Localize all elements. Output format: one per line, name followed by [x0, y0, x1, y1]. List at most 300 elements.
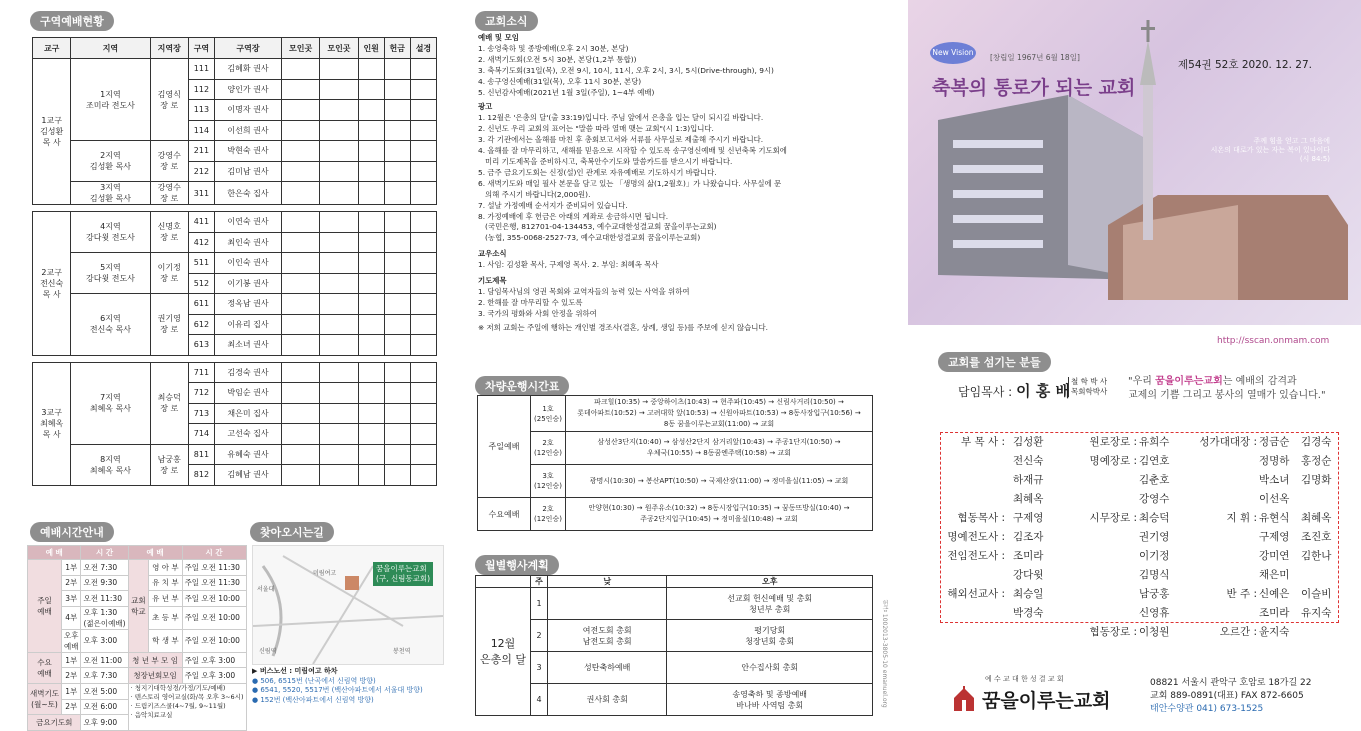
staff-entry: 박소녀: [1259, 474, 1290, 486]
unit-number: 612: [188, 314, 214, 335]
unit-leader: 이기봉 권사: [215, 273, 282, 294]
service-time: 오전 11:00: [81, 652, 128, 668]
staff-entry: 최승일: [1013, 588, 1044, 600]
vehicle-number: 2호 (12인승): [531, 432, 566, 465]
empty-cell: [358, 120, 384, 141]
staff-entry: 신영휴: [1139, 607, 1170, 619]
staff-entry: 강미연: [1259, 550, 1290, 562]
meeting-name: 청 년 부 모 임: [128, 652, 182, 668]
staff-entry: [1189, 528, 1257, 547]
service-time: 오후 9:00: [81, 715, 128, 731]
prayer-item: 2. 한해를 잘 마무리할 수 있도록: [478, 297, 583, 307]
empty-cell: [281, 232, 319, 253]
dept-name: 유 치 부: [149, 575, 182, 591]
staff-entry: 채은미: [1259, 569, 1290, 581]
unit-number: 212: [188, 161, 214, 182]
unit-number: 714: [188, 424, 214, 445]
vehicle-number: 3호 (12인승): [531, 465, 566, 498]
unit-leader: 양인가 권사: [215, 79, 282, 100]
district-header: 구역: [188, 38, 214, 59]
worship-items: [478, 44, 878, 99]
worship-item: 3. 축복기도회(31일(목), 오전 9시, 10시, 11시, 오후 2시, 3시, 5시(Drive-through), 9시): [478, 65, 774, 75]
region-cell: 2지역 김성환 목사: [71, 141, 150, 182]
region-cell: 7지역 최혜옥 목사: [71, 362, 150, 444]
region-cell: 1지역 조미라 전도사: [71, 59, 150, 141]
district-row: [33, 253, 437, 274]
vehicle-row: [478, 396, 873, 432]
afternoon-event: 송영축하 및 종방예배 바나바 사역팀 총회: [667, 684, 873, 716]
dept-name: 유 년 부: [149, 591, 182, 607]
empty-cell: [320, 383, 358, 404]
empty-cell: [320, 79, 358, 100]
week-number: 4: [531, 684, 548, 716]
dept-time: 주일 오후 3:00: [182, 652, 246, 668]
service-part: 2부: [61, 699, 81, 715]
staff-entry: 정명하: [1259, 455, 1290, 467]
vehicle-row: [478, 432, 873, 465]
unit-leader: 정옥남 권사: [215, 294, 282, 315]
parish-cell: 3교구 최혜옥 목 사: [33, 362, 71, 485]
staff-entry: [943, 452, 1005, 471]
empty-cell: [320, 294, 358, 315]
empty-cell: [384, 100, 410, 121]
empty-cell: [384, 141, 410, 162]
pastor: 담임목사 : 이 홍 배: [958, 382, 1070, 400]
day-event: 성탄축하예배: [548, 652, 667, 684]
empty-cell: [320, 253, 358, 274]
staff-entry: 최혜옥: [1013, 493, 1044, 505]
unit-leader: 김미남 권사: [215, 161, 282, 182]
notice-item: 5. 금주 금요기도회는 신정(설)인 관계로 자유예배로 기도하시기 바랍니다.: [478, 167, 717, 177]
map-title: 찾아오시는길: [250, 522, 334, 542]
dept-time: 주일 오전 11:30: [182, 560, 246, 576]
unit-number: 713: [188, 403, 214, 424]
staff-names-3: [1259, 433, 1289, 642]
worship-item: 2. 새벽기도회(오전 5시 30분, 본당(1,2부 통합)): [478, 54, 637, 64]
leader-cell: 강영수 장 로: [150, 182, 188, 205]
unit-leader: 박임순 권사: [215, 383, 282, 404]
unit-number: 611: [188, 294, 214, 315]
empty-cell: [281, 362, 319, 383]
empty-cell: [320, 424, 358, 445]
staff-entry: 명예장로 :: [1089, 455, 1137, 467]
empty-cell: [410, 383, 436, 404]
empty-cell: [384, 273, 410, 294]
unit-number: 812: [188, 465, 214, 486]
week-number: 2: [531, 620, 548, 652]
parish-cell: 2교구 전신숙 목 사: [33, 212, 71, 356]
empty-cell: [384, 383, 410, 404]
staff-entry: 이선옥: [1259, 493, 1290, 505]
empty-cell: [320, 120, 358, 141]
district-header: 설경: [410, 38, 436, 59]
monthly-row: [476, 588, 873, 620]
staff-names-1: [1013, 433, 1043, 623]
staff-entry: 홍정순: [1301, 455, 1332, 467]
notice-item: 1. 12월은 '은총의 달'(출 33:19)입니다. 주님 앞에서 은총을 입는 달이 되시길 바랍니다.: [478, 113, 764, 123]
school-name: 교회 학교: [128, 560, 149, 653]
service-name: 주일 예배: [28, 560, 62, 653]
staff-entry: 김경숙: [1301, 436, 1332, 448]
worship-header: 시 간: [182, 546, 246, 560]
notice-item: (농협, 355-0068-2527-73, 예수교대한성결교회 꿈을이루는교회): [478, 233, 701, 243]
empty-cell: [281, 314, 319, 335]
staff-entry: [1067, 566, 1137, 585]
staff-entry: 하재규: [1013, 474, 1044, 486]
district-row: [33, 362, 437, 383]
staff-entry: 명예전도사 :: [947, 531, 1005, 543]
empty-cell: [281, 100, 319, 121]
empty-cell: [320, 182, 358, 205]
day-event: 여전도회 총회 남전도회 총회: [548, 620, 667, 652]
service-name: 수요 예배: [28, 652, 62, 683]
empty-cell: [410, 100, 436, 121]
monthly-row: [476, 620, 873, 652]
staff-entry: [1189, 490, 1257, 509]
staff-entry: 반 주 :: [1226, 588, 1257, 600]
empty-cell: [384, 212, 410, 233]
worship-row: [28, 560, 247, 576]
member-item: 1. 사임: 김성환 목사, 구제영 목사. 2. 부임: 최혜옥 목사: [478, 260, 659, 270]
notice-item: (국민은행, 812701-04-134453, 예수교대한성결교회 꿈을이루는교회): [478, 222, 717, 232]
region-cell: 5지역 강다윗 전도사: [71, 253, 150, 294]
staff-entry: 이슬비: [1301, 588, 1332, 600]
service-part: 1부: [61, 652, 81, 668]
pastor-degree: 철 학 박 사 목회학박사: [1068, 377, 1107, 397]
unit-leader: 김경숙 권사: [215, 362, 282, 383]
region-cell: 8지역 최혜옥 목사: [71, 444, 150, 485]
empty-cell: [358, 79, 384, 100]
staff-entry: 최혜옥: [1301, 512, 1332, 524]
staff-entry: [1189, 566, 1257, 585]
monthly-table: [475, 575, 873, 716]
unit-number: 412: [188, 232, 214, 253]
empty-cell: [281, 335, 319, 356]
map-label: 서울대: [257, 586, 275, 593]
district-header: 모인곳: [281, 38, 319, 59]
empty-cell: [358, 212, 384, 233]
empty-cell: [358, 383, 384, 404]
week-number: 3: [531, 652, 548, 684]
staff-entry: 강영수: [1139, 493, 1170, 505]
headline: 축복의 통로가 되는 교회: [932, 77, 1136, 99]
empty-cell: [410, 182, 436, 205]
founded-date: [창립일 1967년 6월 18일]: [990, 53, 1080, 62]
church-logo-icon: [952, 686, 976, 712]
empty-cell: [410, 314, 436, 335]
dept-time: 주일 오전 10:00: [182, 606, 246, 629]
empty-cell: [281, 383, 319, 404]
staff-entry: [1067, 585, 1137, 604]
spacer-row: [33, 205, 437, 212]
day-event: 권사회 총회: [548, 684, 667, 716]
meeting-name: 청장년회모임: [128, 668, 182, 684]
empty-cell: [281, 465, 319, 486]
empty-cell: [410, 161, 436, 182]
servants-title: 교회를 섬기는 분들: [938, 352, 1051, 372]
service-part: 1부: [61, 560, 81, 576]
vehicle-table: [477, 395, 873, 531]
staff-entry: 김한나: [1301, 550, 1332, 562]
church-name: 꿈을이루는교회: [982, 690, 1111, 712]
staff-entry: 지 휘 :: [1226, 512, 1257, 524]
empty-cell: [358, 403, 384, 424]
member-items: [478, 260, 878, 271]
news-body: 예배 및 모임 1. 송영축하 및 종방예배(오후 2시 30분, 본당) 2. 새벽기도회(오전 5시 30분, 본당(1,2부 통합)) 3. 축복기도회(31일(목), 오전 9시, 10시, 11시, 오후 2시, 3시, 5시(Drive-through), 9시) 4. 송구영신예배(31일(목), 오후 11시 30분, 본당) 5. 신년감사예배(2021년 1월 3일(주일), 1~4부 예배) 광고 1. 12월은 '은총의 달'(출 33:19)입니다. 주님 앞에서 은총을 입는 달이 되시길 바랍니다. 2. 신년도 우리 교회의 표어는 "말씀 따라 열매 맺는 교회"(시 1:3)입니다. 3. 각 기관에서는 올해를 마친 후 총회보고서와 서류를 사무실로 제출해 주시기 바랍니다. 4. 올해를 잘 마무리하고, 새해를 믿음으로 시작할 수 있도록 송구영신예배 및 신년축복 기도회에 미리 기도제목을 준비하시고, 축복안수기도와 말씀카드를 받으시기 바랍니다. 5. 금주 금요기도회는 신정(설)인 관계로 자유예배로 기도하시기 바랍니다. 6. 새벽기도와 매일 필사 본문을 담고 있는 「생명의 삶(1,2월호)」가 나왔습니다. 사무실에 문 의해 주시기 바랍니다(2,000원). 7. 설날 가정예배 순서지가 준비되어 있습니다. 8. 가정예배에 후 헌금은 아래의 계좌로 송금하시면 됩니다. (국민은행, 812701-04-134453, 예수교대한성결교회 꿈을이루는교회) (농협, 355-0068-2527-73, 예수교대한성결교회 꿈을이루는교회) 교우소식 1. 사임: 김성환 목사, 구제영 목사. 2. 부임: 최혜옥 목사 기도제목 1. 담임목사님의 영권 목회와 교역자들의 능력 있는 사역을 위하여 2. 한해를 잘 마무리할 수 있도록 3. 국가의 평화와 사회 안정을 위하여 ※ 저희 교회는 주일에 행하는 개인별 경조사(결혼, 상례, 생일 등)를 주보에 싣지 않습니다.: [478, 33, 878, 334]
unit-leader: 이선희 권사: [215, 120, 282, 141]
empty-cell: [320, 141, 358, 162]
empty-cell: [410, 79, 436, 100]
notice-item: 4. 올해를 잘 마무리하고, 새해를 믿음으로 시작할 수 있도록 송구영신예배 및 신년축복 기도회에: [478, 146, 787, 156]
worship-item: 1. 송영축하 및 종방예배(오후 2시 30분, 본당): [478, 43, 629, 53]
empty-cell: [410, 294, 436, 315]
staff-entry: 조미라: [1013, 550, 1044, 562]
service-time: 오전 9:30: [81, 575, 128, 591]
unit-leader: 이명자 권사: [215, 100, 282, 121]
empty-cell: [358, 59, 384, 80]
side-text: 헌금 1002013-3805-10 emanuel.org: [881, 600, 888, 708]
worship-header: 예 배: [128, 546, 182, 560]
monthly-row: [476, 684, 873, 716]
empty-cell: [281, 79, 319, 100]
staff-entry: 해외선교사 :: [947, 588, 1005, 600]
empty-cell: [320, 362, 358, 383]
unit-number: 111: [188, 59, 214, 80]
unit-leader: 최소녀 권사: [215, 335, 282, 356]
unit-number: 711: [188, 362, 214, 383]
map-label: 봉천역: [393, 648, 411, 655]
empty-cell: [384, 59, 410, 80]
empty-cell: [320, 212, 358, 233]
staff-entry: 김연호: [1139, 455, 1170, 467]
dept-time: 주일 오전 10:00: [182, 591, 246, 607]
staff-entry: [1067, 547, 1137, 566]
staff-entry: [1067, 490, 1137, 509]
district-title: 구역예배현황: [30, 11, 114, 31]
staff-entry: 김명화: [1301, 474, 1332, 486]
service-name: 새벽기도 (월~토): [28, 683, 62, 714]
staff-entry: 김성환: [1013, 436, 1044, 448]
monthly-header: [476, 576, 531, 588]
service-part: 2부: [61, 668, 81, 684]
empty-cell: [384, 182, 410, 205]
notice-item: 의해 주시기 바랍니다(2,000원).: [478, 189, 591, 199]
district-header: 지역: [71, 38, 150, 59]
prayer-item: 3. 국가의 평화와 사회 안정을 위하여: [478, 308, 597, 318]
vehicle-number: 2호 (12인승): [531, 498, 566, 531]
map-label: 신림역: [259, 648, 277, 655]
empty-cell: [320, 444, 358, 465]
unit-leader: 최인숙 권사: [215, 232, 282, 253]
prayer-item: 1. 담임목사님의 영권 목회와 교역자들의 능력 있는 사역을 위하여: [478, 286, 690, 296]
dept-time: 주일 오전 11:30: [182, 575, 246, 591]
unit-number: 411: [188, 212, 214, 233]
region-cell: 4지역 강다윗 전도사: [71, 212, 150, 253]
staff-entry: 전임전도사 :: [947, 550, 1005, 562]
staff-entry: 이기정: [1139, 550, 1170, 562]
prayer-items: [478, 287, 878, 320]
empty-cell: [320, 273, 358, 294]
unit-number: 511: [188, 253, 214, 274]
empty-cell: [358, 465, 384, 486]
staff-entry: 부 목 사 :: [961, 436, 1005, 448]
leader-cell: 권기영 장 로: [150, 294, 188, 356]
empty-cell: [358, 294, 384, 315]
contact-info: 08821 서울시 관악구 호암로 18가길 22 교회 889-0891(대표) FAX 872-6605 태안수양관 041) 673-1525: [1150, 678, 1312, 714]
district-row: [33, 212, 437, 233]
staff-entry: 전신숙: [1013, 455, 1044, 467]
dept-time: 주일 오전 10:00: [182, 629, 246, 652]
staff-entry: [943, 471, 1005, 490]
monthly-row: [476, 652, 873, 684]
empty-cell: [320, 403, 358, 424]
empty-cell: [358, 141, 384, 162]
empty-cell: [384, 314, 410, 335]
empty-cell: [320, 335, 358, 356]
empty-cell: [410, 403, 436, 424]
service-time: 오전 6:00: [81, 699, 128, 715]
service-part: 4부: [61, 606, 81, 629]
staff-names-2: [1139, 433, 1169, 642]
empty-cell: [410, 444, 436, 465]
empty-cell: [281, 403, 319, 424]
empty-cell: [281, 253, 319, 274]
empty-cell: [384, 120, 410, 141]
staff-entry: [1301, 566, 1331, 585]
empty-cell: [358, 253, 384, 274]
afternoon-event: 선교회 헌신예배 및 총회 청년부 총회: [667, 588, 873, 620]
empty-cell: [384, 362, 410, 383]
empty-cell: [281, 444, 319, 465]
staff-entry: [1189, 452, 1257, 471]
leader-cell: 이기정 장 로: [150, 253, 188, 294]
map-church-label: 꿈을이루는교회 (구, 신림동교회): [373, 562, 433, 586]
map: [252, 545, 444, 665]
empty-cell: [384, 232, 410, 253]
empty-cell: [410, 120, 436, 141]
staff-entry: 조미라: [1259, 607, 1290, 619]
empty-cell: [410, 232, 436, 253]
empty-cell: [320, 232, 358, 253]
dept-name: 초 등 부: [149, 606, 182, 629]
service-time: 오전 5:00: [81, 683, 128, 699]
district-header: 헌금: [384, 38, 410, 59]
staff-entry: 신예은: [1259, 588, 1290, 600]
service-part: 1부: [61, 683, 81, 699]
empty-cell: [384, 424, 410, 445]
footnote: ※ 저희 교회는 주일에 행하는 개인별 경조사(결혼, 상례, 생일 등)를 주보에 싣지 않습니다.: [478, 322, 768, 332]
service-part: 2부: [61, 575, 81, 591]
staff-names-4: [1301, 433, 1331, 623]
dept-name: 학 생 부: [149, 629, 182, 652]
empty-cell: [384, 161, 410, 182]
staff-entry: 권기영: [1139, 531, 1170, 543]
district-header: 모인곳: [320, 38, 358, 59]
vehicle-row: [478, 498, 873, 531]
map-label: 미림여고: [313, 570, 337, 577]
empty-cell: [384, 335, 410, 356]
worship-title: 예배시간안내: [30, 522, 114, 542]
unit-number: 114: [188, 120, 214, 141]
empty-cell: [384, 253, 410, 274]
district-header: 인원: [358, 38, 384, 59]
empty-cell: [281, 120, 319, 141]
dept-name: 영 아 부: [149, 560, 182, 576]
district-row: [33, 444, 437, 465]
unit-leader: 이유리 집사: [215, 314, 282, 335]
empty-cell: [358, 100, 384, 121]
empty-cell: [320, 100, 358, 121]
notice-item: 미리 기도제목을 준비하시고, 축복안수기도와 말씀카드를 받으시기 바랍니다.: [478, 156, 733, 166]
notice-items: [478, 113, 878, 244]
empty-cell: [410, 424, 436, 445]
service-time: 오후 7:30: [81, 668, 128, 684]
staff-music-roles: [1189, 433, 1257, 642]
staff-entry: [1301, 490, 1331, 509]
staff-entry: [1189, 547, 1257, 566]
leader-cell: 최승덕 장 로: [150, 362, 188, 444]
vehicle-service: 수요예배: [478, 498, 531, 531]
empty-cell: [358, 232, 384, 253]
empty-cell: [281, 212, 319, 233]
district-row: [33, 59, 437, 80]
empty-cell: [358, 182, 384, 205]
staff-list: [940, 432, 1339, 638]
unit-number: 311: [188, 182, 214, 205]
staff-entry: 구제영: [1013, 512, 1044, 524]
service-time: 오후 3:00: [81, 629, 128, 652]
empty-cell: [281, 161, 319, 182]
empty-cell: [410, 465, 436, 486]
leader-cell: 신명호 장 로: [150, 212, 188, 253]
monthly-month: 12월 은총의 달: [476, 588, 531, 716]
worship-header: 시 간: [81, 546, 128, 560]
unit-leader: 유혜숙 권사: [215, 444, 282, 465]
district-table: [32, 37, 437, 486]
empty-cell: [358, 314, 384, 335]
monthly-header: 주: [531, 576, 548, 588]
empty-cell: [320, 465, 358, 486]
worship-header: 예 배: [28, 546, 81, 560]
staff-entry: 김춘호: [1139, 474, 1170, 486]
staff-entry: 오르간 :: [1219, 626, 1257, 638]
unit-leader: 이연숙 권사: [215, 212, 282, 233]
district-header: 교구: [33, 38, 71, 59]
leader-cell: 김영식 장 로: [150, 59, 188, 141]
staff-entry: 협동목사 :: [957, 512, 1005, 524]
worship-item: 5. 신년감사예배(2021년 1월 3일(주일), 1~4부 예배): [478, 87, 655, 97]
staff-entry: 윤지숙: [1259, 626, 1290, 638]
staff-entry: 협동장로 :: [1089, 626, 1137, 638]
worship-row: [28, 652, 247, 668]
empty-cell: [384, 294, 410, 315]
empty-cell: [410, 335, 436, 356]
staff-entry: [943, 566, 1005, 585]
empty-cell: [281, 294, 319, 315]
unit-leader: 고선숙 집사: [215, 424, 282, 445]
unit-number: 712: [188, 383, 214, 404]
district-row: [33, 294, 437, 315]
issue-number: 제54권 52호 2020. 12. 27.: [1178, 59, 1312, 71]
empty-cell: [320, 314, 358, 335]
unit-leader: 채은미 집사: [215, 403, 282, 424]
staff-entry: 유현식: [1259, 512, 1290, 524]
unit-leader: 이인숙 권사: [215, 253, 282, 274]
empty-cell: [410, 273, 436, 294]
vehicle-number: 1호 (25인승): [531, 396, 566, 432]
empty-cell: [384, 79, 410, 100]
unit-number: 613: [188, 335, 214, 356]
